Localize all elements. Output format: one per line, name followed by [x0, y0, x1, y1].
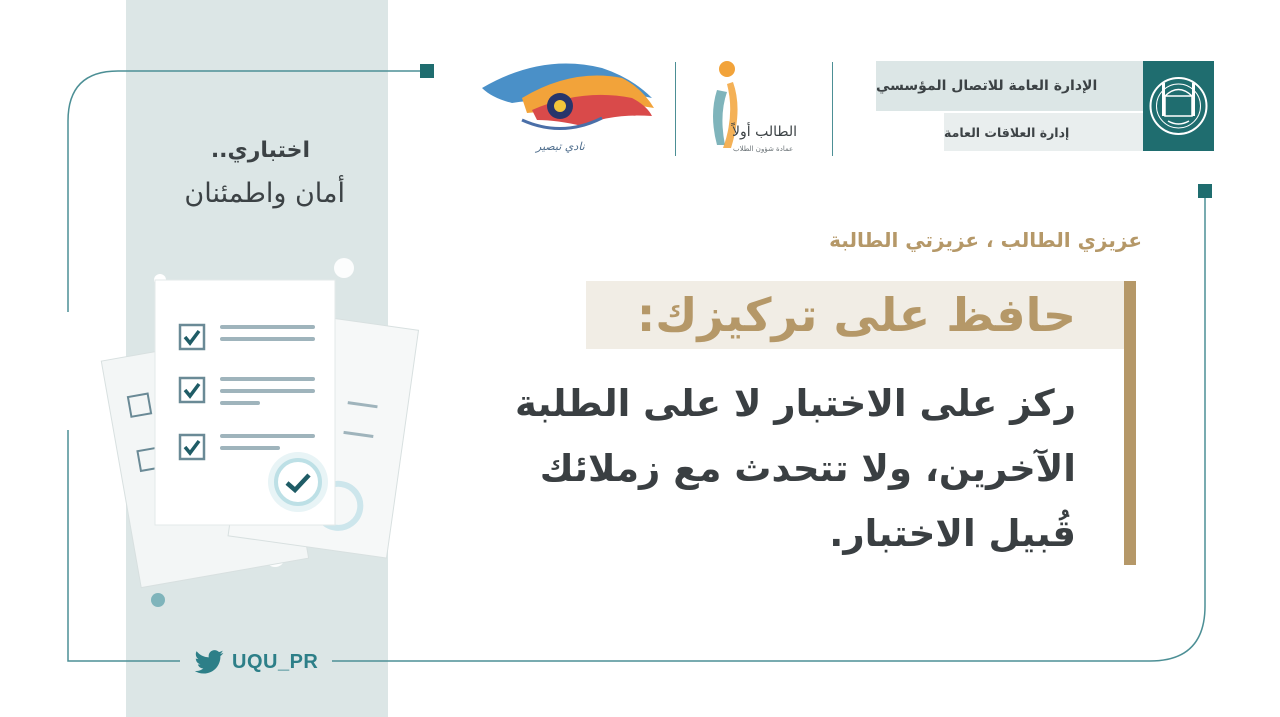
headline: حافظ على تركيزك:	[636, 288, 1076, 342]
checkbox-icon	[180, 325, 204, 349]
logo-divider	[675, 62, 676, 156]
body-line-2: الآخرين، ولا تتحدث مع زملائك	[539, 447, 1076, 490]
twitter-link[interactable]	[188, 648, 324, 676]
logo-divider	[832, 62, 833, 156]
checkbox-icon	[180, 378, 204, 402]
checkbox-icon	[180, 435, 204, 459]
greeting: عزيزي الطالب ، عزيزتي الطالبة	[829, 228, 1142, 252]
slogan-line-2: أمان واطمئنان	[184, 178, 345, 209]
department-sub-label: إدارة العلاقات العامة	[944, 113, 1143, 151]
university-seal-icon	[1143, 61, 1214, 151]
frame-square-right	[1198, 184, 1212, 198]
students-first-title: الطالب أولاً	[732, 124, 798, 140]
checkmark-badge-icon	[268, 452, 328, 512]
frame-square-top	[420, 64, 434, 78]
body-line-3: قُبيل الاختبار.	[829, 512, 1076, 555]
accent-bar	[1124, 281, 1136, 565]
club-name: نادي تبصير	[536, 140, 585, 153]
checklist-illustration	[100, 255, 420, 615]
university-logo	[1143, 61, 1214, 151]
body-line-1: ركز على الاختبار لا على الطلبة	[515, 382, 1076, 425]
twitter-icon	[194, 650, 224, 674]
students-first-subtitle: عمادة شؤون الطلاب	[733, 145, 794, 153]
department-main-label: الإدارة العامة للاتصال المؤسسي	[876, 61, 1143, 111]
twitter-handle: UQU_PR	[232, 650, 319, 673]
students-first-logo	[703, 60, 813, 156]
slogan-line-1: اختباري..	[210, 138, 310, 163]
